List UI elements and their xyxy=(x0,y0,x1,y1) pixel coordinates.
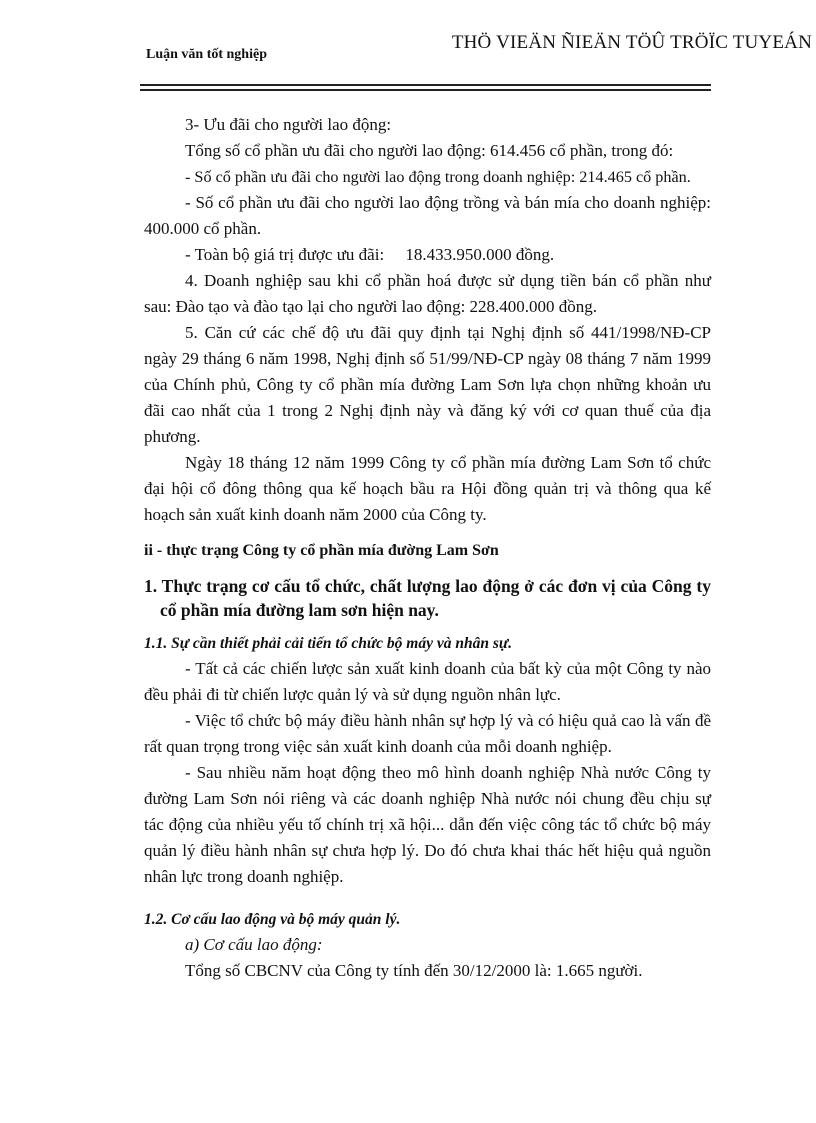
list-item: - Sau nhiều năm hoạt động theo mô hình doanh nghiệp Nhà nước Công ty đường Lam Sơn nói riêng và các doanh nghiệp Nhà nước nói chung đều chịu sự tác động của nhiều yếu tố chính trị xã hội... dẫn đến việc công tác tổ chức bộ máy quản lý điều hành nhân sự chưa hợp lý. Do đó chưa khai thác hết hiệu quả nguồn nhân lực trong doanh nghiệp. xyxy=(144,763,711,886)
section-heading: ii - thực trạng Công ty cổ phần mía đường Lam Sơn xyxy=(144,542,499,559)
header-left-title: Luận văn tốt nghiệp xyxy=(146,47,267,62)
subsection-1-2-title: 1.2. Cơ cấu lao động và bộ máy quản lý. xyxy=(144,911,401,928)
header-right-title: THÖ VIEÄN ÑIEÄN TÖÛ TRÖÏC TUYEÁN xyxy=(451,32,812,53)
document-body xyxy=(144,112,711,984)
subsection-heading: 1. Thực trạng cơ cấu tổ chức, chất lượng lao động ở các đơn vị của Công ty cổ phần mía đường lam sơn hiện nay. xyxy=(144,576,711,620)
paragraph: - Số cổ phần ưu đãi cho người lao động trong doanh nghiệp: 214.465 cổ phần. xyxy=(185,168,691,186)
header-rule xyxy=(140,84,711,86)
paragraph: Tổng số cổ phần ưu đãi cho người lao động: 614.456 cổ phần, trong đó: xyxy=(185,141,674,160)
paragraph: 3- Ưu đãi cho người lao động: xyxy=(185,115,392,134)
paragraph: - Toàn bộ giá trị được ưu đãi: 18.433.950.000 đồng. xyxy=(185,245,555,264)
list-item: - Tất cả các chiến lược sản xuất kinh doanh của bất kỳ của một Công ty nào đều phải đi từ chiến lược quản lý và sử dụng nguồn nhân lực. xyxy=(144,659,711,704)
paragraph: 4. Doanh nghiệp sau khi cổ phần hoá được sử dụng tiền bán cổ phần như sau: Đào tạo và đào tạo lại cho người lao động: 228.400.000 đồng. xyxy=(144,271,711,316)
subsection-1-2-subtitle: a) Cơ cấu lao động: xyxy=(185,935,323,954)
list-item: - Việc tổ chức bộ máy điều hành nhân sự hợp lý và có hiệu quả cao là vấn đề rất quan trọng trong việc sản xuất kinh doanh của mỗi doanh nghiệp. xyxy=(144,711,711,756)
paragraph: Ngày 18 tháng 12 năm 1999 Công ty cổ phần mía đường Lam Sơn tổ chức đại hội cổ đông thông qua kế hoạch bầu ra Hội đồng quản trị và thông qua kế hoạch sản xuất kinh doanh năm 2000 của Công ty. xyxy=(144,453,711,524)
paragraph: 5. Căn cứ các chế độ ưu đãi quy định tại Nghị định số 441/1998/NĐ-CP ngày 29 tháng 6 năm 1998, Nghị định số 51/99/NĐ-CP ngày 08 tháng 7 năm 1999 của Chính phủ, Công ty cổ phần mía đường Lam Sơn lựa chọn những khoản ưu đãi cao nhất của 1 trong 2 Nghị định này và đăng ký với cơ quan thuế của địa phương. xyxy=(144,323,711,446)
header-rule xyxy=(140,89,711,91)
subsection-1-1-title: 1.1. Sự cần thiết phải cải tiến tổ chức bộ máy và nhân sự. xyxy=(144,635,513,652)
paragraph: - Số cổ phần ưu đãi cho người lao động trồng và bán mía cho doanh nghiệp: 400.000 cổ phần. xyxy=(144,193,711,238)
paragraph: Tổng số CBCNV của Công ty tính đến 30/12/2000 là: 1.665 người. xyxy=(185,961,643,980)
